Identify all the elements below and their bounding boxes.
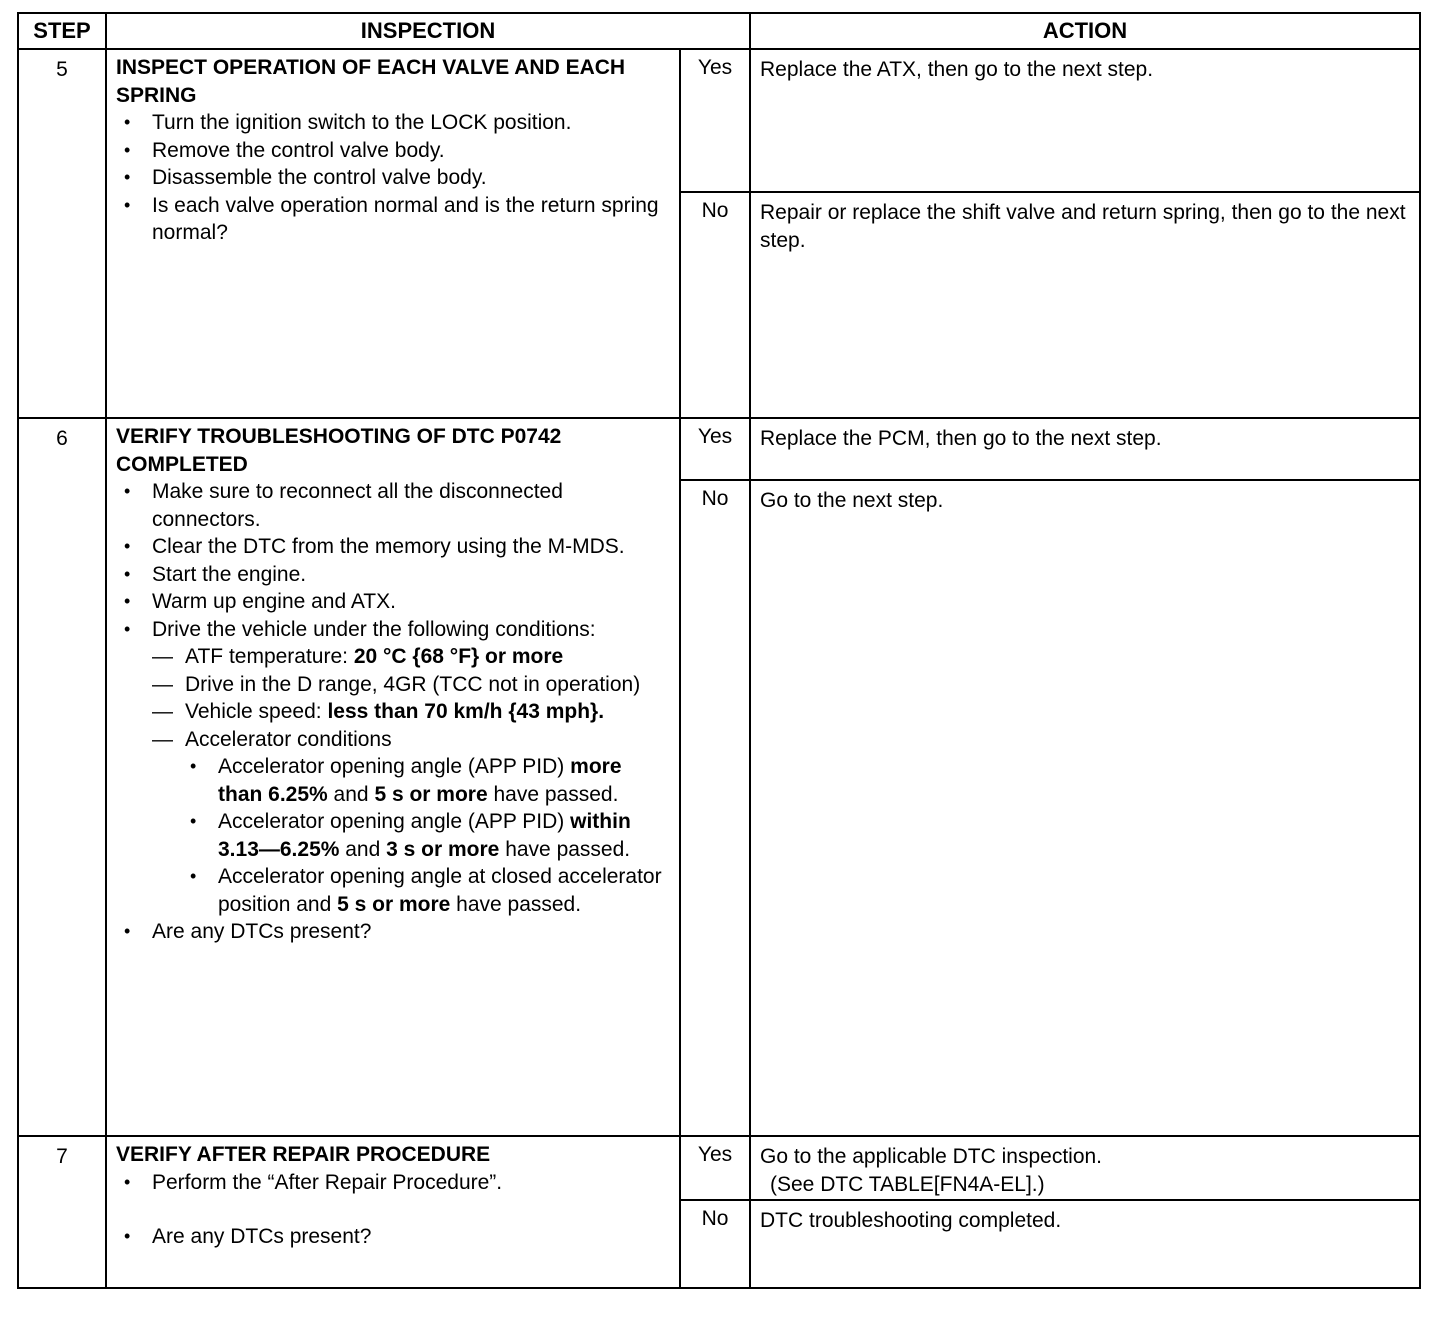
- list-item-question: • Are any DTCs present?: [116, 1223, 671, 1251]
- step-number: 6: [18, 418, 106, 1136]
- inspection-cell: [106, 418, 680, 1136]
- no-action: Go to the next step.: [750, 480, 1420, 1136]
- list-item: • Perform the “After Repair Procedure”.: [116, 1169, 671, 1197]
- accel-text: have passed.: [450, 892, 582, 916]
- bullet-list: [116, 109, 671, 247]
- accel-text: have passed.: [487, 782, 619, 806]
- step-number: 7: [18, 1136, 106, 1288]
- yes-label: Yes: [680, 1136, 750, 1200]
- bullet-list: [116, 478, 671, 946]
- condition-atf-value: 20 °C {68 °F} or more: [353, 645, 564, 668]
- accel-text: Accelerator opening angle (APP PID): [218, 755, 571, 778]
- yes-label: Yes: [680, 49, 750, 192]
- accel-duration: 5 s or more: [337, 892, 451, 916]
- condition-speed-value: less than 70 km/h {43 mph}.: [327, 700, 605, 723]
- list-item: • Make sure to reconnect all the disconnected connectors.: [116, 478, 671, 533]
- condition-accel-heading: — Accelerator conditions: [116, 726, 671, 754]
- no-label: No: [680, 1200, 750, 1288]
- condition-atf: [116, 643, 671, 671]
- step-title: VERIFY TROUBLESHOOTING OF DTC P0742 COMPLETED: [116, 425, 562, 476]
- list-item: • Warm up engine and ATX.: [116, 588, 671, 616]
- step-5-yes-row: [18, 49, 1420, 192]
- condition-drive-range: — Drive in the D range, 4GR (TCC not in operation): [116, 671, 671, 699]
- step-number: 5: [18, 49, 106, 418]
- accel-text: have passed.: [499, 837, 631, 861]
- accel-text: Accelerator opening angle at closed accelerator position and: [218, 865, 662, 916]
- list-item: • Disassemble the control valve body.: [116, 164, 671, 192]
- header-row: [18, 13, 1420, 49]
- header-step: STEP: [18, 13, 106, 49]
- list-item: • Drive the vehicle under the following conditions:: [116, 616, 671, 644]
- spacer: [116, 1196, 671, 1223]
- no-action: Repair or replace the shift valve and return spring, then go to the next step.: [750, 192, 1420, 418]
- accel-duration: 3 s or more: [386, 837, 500, 861]
- condition-speed-label: Vehicle speed:: [185, 700, 328, 723]
- yes-action: Replace the ATX, then go to the next step.: [750, 49, 1420, 192]
- list-item: • Clear the DTC from the memory using the M-MDS.: [116, 533, 671, 561]
- accel-duration: 5 s or more: [374, 782, 488, 806]
- accel-threshold: within 3.13—6.25%: [218, 810, 631, 861]
- no-label: No: [680, 480, 750, 1136]
- accel-condition: [116, 808, 671, 863]
- step-title: VERIFY AFTER REPAIR PROCEDURE: [116, 1143, 491, 1166]
- inspection-cell: [106, 49, 680, 418]
- list-item: • Is each valve operation normal and is the return spring normal?: [116, 192, 671, 247]
- bullet-list: [116, 1169, 671, 1251]
- yes-action: [750, 1136, 1420, 1200]
- troubleshooting-table: [17, 12, 1421, 1289]
- inspection-cell: [106, 1136, 680, 1288]
- no-label: No: [680, 192, 750, 418]
- accel-threshold: more than 6.25%: [218, 755, 622, 806]
- yes-action-line: Go to the applicable DTC inspection.: [760, 1145, 1103, 1168]
- step-7-yes-row: [18, 1136, 1420, 1200]
- header-action: ACTION: [750, 13, 1420, 49]
- accel-condition: [116, 863, 671, 918]
- accel-text: Accelerator opening angle (APP PID): [218, 810, 571, 833]
- dtc-table-reference: (See DTC TABLE[FN4A-EL].): [770, 1173, 1045, 1196]
- list-item: • Remove the control valve body.: [116, 137, 671, 165]
- no-action: DTC troubleshooting completed.: [750, 1200, 1420, 1288]
- condition-atf-label: ATF temperature:: [185, 645, 354, 668]
- list-item: • Turn the ignition switch to the LOCK position.: [116, 109, 671, 137]
- header-inspection: INSPECTION: [106, 13, 750, 49]
- list-item-question: • Are any DTCs present?: [116, 918, 671, 946]
- yes-action: Replace the PCM, then go to the next step.: [750, 418, 1420, 480]
- accel-text: and: [339, 837, 387, 861]
- accel-condition: [116, 753, 671, 808]
- step-6-yes-row: [18, 418, 1420, 480]
- condition-speed: [116, 698, 671, 726]
- step-title: INSPECT OPERATION OF EACH VALVE AND EACH SPRING: [116, 56, 626, 107]
- yes-label: Yes: [680, 418, 750, 480]
- accel-text: and: [327, 782, 375, 806]
- list-item: • Start the engine.: [116, 561, 671, 589]
